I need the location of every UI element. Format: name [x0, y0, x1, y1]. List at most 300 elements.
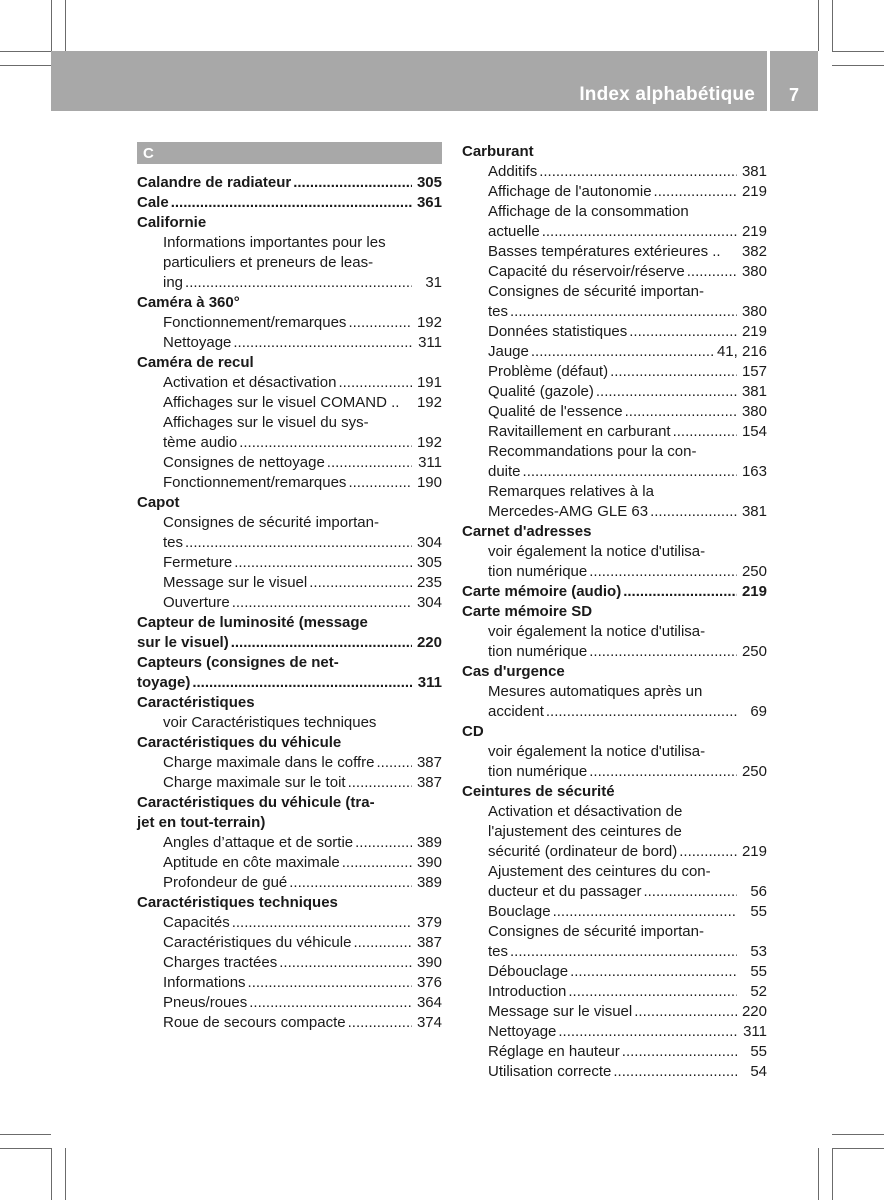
entry-text: ducteur et du passager: [488, 883, 642, 900]
index-heading: [137, 793, 442, 833]
page-reference: 389: [416, 874, 442, 891]
index-column-right: [462, 142, 767, 1082]
index-entry-line: [163, 593, 442, 613]
page-reference: 219: [741, 183, 767, 200]
entry-text: tème audio: [163, 434, 238, 451]
entry-text: Caméra de recul: [137, 354, 254, 371]
index-entry-line: [137, 173, 442, 193]
dot-leader: [510, 942, 737, 962]
page-reference: 219: [741, 843, 767, 860]
index-entry-line: [163, 773, 442, 793]
dot-leader: [348, 1013, 412, 1033]
index-subentry: [137, 513, 442, 553]
entry-text: Additifs: [488, 163, 538, 180]
index-subentry: [137, 593, 442, 613]
index-subentry: [137, 753, 442, 773]
dot-leader: [687, 262, 737, 282]
page-reference: 387: [416, 934, 442, 951]
index-entry-line: [163, 273, 442, 293]
entry-text: Calandre de radiateur: [137, 174, 292, 191]
index-entry-line: [488, 382, 767, 402]
page-reference: 192: [416, 394, 442, 411]
page-reference: 382: [741, 243, 767, 260]
entry-text: Caractéristiques: [137, 694, 255, 711]
index-subentry: [462, 1062, 767, 1082]
index-heading: [462, 582, 767, 602]
index-entry-line: [488, 642, 767, 662]
dot-leader: [568, 982, 737, 1002]
index-subentry: [462, 422, 767, 442]
index-entry-line: [488, 222, 767, 242]
dot-leader: [355, 833, 412, 853]
entry-text: Jauge: [488, 343, 529, 360]
dot-leader: [546, 702, 737, 722]
crop-mark: [832, 0, 833, 51]
page-reference: 54: [750, 1063, 767, 1080]
index-entry-line: [488, 242, 767, 262]
index-subentry: [137, 473, 442, 493]
index-subentry: [137, 573, 442, 593]
page-reference: 219: [741, 583, 767, 600]
crop-mark: [0, 65, 51, 66]
index-entry-line: [488, 1022, 767, 1042]
dot-leader: [293, 173, 412, 193]
index-entries-right: [462, 142, 767, 1082]
dot-leader: [622, 1042, 737, 1062]
index-heading: [462, 722, 767, 742]
entry-text: Capot: [137, 494, 180, 511]
entry-text: Roue de secours compacte: [163, 1014, 346, 1031]
dot-leader: [613, 1062, 737, 1082]
dot-leader: [233, 333, 412, 353]
dot-leader: [348, 773, 412, 793]
dot-leader: [239, 433, 412, 453]
index-entry-line: [488, 182, 767, 202]
entry-text: voir également la notice d'utilisa-: [488, 743, 706, 760]
index-subentry: [462, 902, 767, 922]
entry-text: Débouclage: [488, 963, 569, 980]
crop-mark: [832, 1134, 884, 1135]
page-title: Index alphabétique: [579, 84, 755, 105]
entry-text: Problème (défaut): [488, 363, 609, 380]
page-reference: 304: [416, 594, 442, 611]
index-subentry: [137, 953, 442, 973]
entry-text: toyage): [137, 674, 191, 691]
page-reference: 361: [416, 194, 442, 211]
entry-text: Réglage en hauteur: [488, 1043, 620, 1060]
entry-text: Ceintures de sécurité: [462, 783, 615, 800]
entry-text: Carte mémoire SD: [462, 603, 593, 620]
entry-text: Consignes de sécurité importan-: [488, 283, 704, 300]
crop-mark: [65, 0, 66, 51]
page-number-box: [770, 51, 818, 111]
entry-text: Fonctionnement/remarques: [163, 314, 347, 331]
page-reference: 250: [741, 563, 767, 580]
index-subentry: [137, 973, 442, 993]
dot-leader: [248, 973, 412, 993]
index-subentry: [137, 313, 442, 333]
dot-leader: [570, 962, 737, 982]
entry-text: tes: [163, 534, 184, 551]
index-entry-line: [163, 753, 442, 773]
entry-text: Caractéristiques du véhicule: [163, 934, 352, 951]
index-entry-line: [488, 702, 767, 722]
entry-text: jet en tout-terrain): [137, 814, 266, 831]
dot-leader: [232, 913, 412, 933]
page-reference: 69: [750, 703, 767, 720]
index-entry-line: [488, 882, 767, 902]
index-heading: [462, 142, 767, 162]
dot-leader: [650, 502, 737, 522]
index-subentry: [462, 682, 767, 722]
index-entry-line: [488, 362, 767, 382]
entry-text: Nettoyage: [163, 334, 232, 351]
page-reference: 220: [741, 1003, 767, 1020]
index-subentry: [462, 482, 767, 522]
entry-text: Caméra à 360°: [137, 294, 240, 311]
index-subentry: [462, 742, 767, 782]
page-reference: 163: [741, 463, 767, 480]
dot-leader: [553, 902, 737, 922]
dot-leader: [589, 762, 737, 782]
crop-mark: [832, 1148, 833, 1200]
index-entry-line: [488, 422, 767, 442]
index-entry-line: [488, 942, 767, 962]
index-subentry: [137, 773, 442, 793]
entry-text: Ajustement des ceintures du con-: [488, 863, 711, 880]
entry-text: Recommandations pour la con-: [488, 443, 697, 460]
entry-text: Fermeture: [163, 554, 233, 571]
crop-mark: [818, 1148, 819, 1200]
index-subentry: [137, 713, 442, 733]
page-reference: 387: [416, 754, 442, 771]
index-heading: [137, 193, 442, 213]
page-reference: 154: [741, 423, 767, 440]
index-entry-line: [488, 762, 767, 782]
dot-leader: [531, 342, 713, 362]
entry-text: Pneus/roues: [163, 994, 248, 1011]
index-entry-line: [163, 833, 442, 853]
index-entry-line: [163, 953, 442, 973]
dot-leader: [348, 313, 412, 333]
entry-text: actuelle: [488, 223, 540, 240]
entry-text: Ouverture: [163, 594, 230, 611]
index-heading: [137, 893, 442, 913]
entry-text: Consignes de nettoyage: [163, 454, 325, 471]
index-heading: [137, 173, 442, 193]
dot-leader: [596, 382, 737, 402]
page-reference: 219: [741, 323, 767, 340]
entry-text: duite: [488, 463, 521, 480]
entry-text: voir également la notice d'utilisa-: [488, 623, 706, 640]
entry-text: Caractéristiques techniques: [137, 894, 338, 911]
entry-text: Informations: [163, 974, 246, 991]
entry-text: Aptitude en côte maximale: [163, 854, 340, 871]
index-column-left: [137, 142, 442, 1033]
crop-mark: [51, 0, 52, 51]
entry-text: Charges tractées: [163, 954, 278, 971]
index-subentry: [137, 933, 442, 953]
entry-text: Activation et désactivation de: [488, 803, 683, 820]
page-reference: 55: [750, 903, 767, 920]
index-entry-line: [163, 573, 442, 593]
index-subentry: [462, 442, 767, 482]
entry-text: ing: [163, 274, 184, 291]
crop-mark: [0, 1148, 51, 1149]
index-subentry: [462, 622, 767, 662]
dot-leader: [231, 633, 412, 653]
entry-text: Consignes de sécurité importan-: [163, 514, 379, 531]
index-entry-line: [163, 533, 442, 553]
dot-leader: [539, 162, 737, 182]
entry-text: tes: [488, 303, 509, 320]
entry-text: accident: [488, 703, 544, 720]
index-subentry: [137, 453, 442, 473]
index-entry-line: [488, 502, 767, 522]
page-reference: 390: [416, 954, 442, 971]
page-reference: 192: [416, 434, 442, 451]
crop-mark: [0, 1134, 51, 1135]
index-entry-line: [488, 962, 767, 982]
index-subentry: [462, 382, 767, 402]
page-reference: 219: [741, 223, 767, 240]
dot-leader: [625, 402, 737, 422]
page-reference: 305: [416, 554, 442, 571]
entry-text: l'ajustement des ceintures de: [488, 823, 682, 840]
index-subentry: [462, 1022, 767, 1042]
entry-text: Qualité (gazole): [488, 383, 594, 400]
page-reference: 192: [416, 314, 442, 331]
dot-leader: [342, 853, 412, 873]
entry-text: Qualité de l'essence: [488, 403, 623, 420]
index-subentry: [137, 873, 442, 893]
dot-leader: [327, 453, 412, 473]
index-heading: [462, 602, 767, 622]
entry-text: Carte mémoire (audio): [462, 583, 622, 600]
index-subentry: [462, 982, 767, 1002]
entry-text: sécurité (ordinateur de bord): [488, 843, 678, 860]
page-reference: 364: [416, 994, 442, 1011]
index-subentry: [462, 182, 767, 202]
index-subentry: [137, 553, 442, 573]
page-reference: 220: [416, 634, 442, 651]
page-reference: 380: [741, 303, 767, 320]
dot-leader: [192, 673, 412, 693]
page-reference: 250: [741, 763, 767, 780]
dot-leader: [279, 953, 412, 973]
page-reference: 374: [416, 1014, 442, 1031]
crop-mark: [832, 51, 884, 52]
entry-text: tes: [488, 943, 509, 960]
entry-text: Capacités: [163, 914, 230, 931]
page-number: 7: [788, 85, 799, 105]
entry-text: Capteurs (consignes de net-: [137, 654, 339, 671]
entry-text: Message sur le visuel: [163, 574, 308, 591]
index-subentry: [137, 833, 442, 853]
crop-mark: [51, 1148, 52, 1200]
index-subentry: [137, 913, 442, 933]
index-entry-line: [163, 873, 442, 893]
index-entry-line: [488, 462, 767, 482]
dot-leader: [589, 562, 737, 582]
dot-leader: [623, 582, 737, 602]
page-reference: 235: [416, 574, 442, 591]
dot-leader: [654, 182, 737, 202]
index-subentry: [462, 262, 767, 282]
entry-text: Capteur de luminosité (message: [137, 614, 368, 631]
index-heading: [137, 293, 442, 313]
index-heading: [462, 662, 767, 682]
entry-text: sur le visuel): [137, 634, 229, 651]
index-entry-line: [488, 562, 767, 582]
entry-text: Cale: [137, 194, 169, 211]
index-heading: [462, 782, 767, 802]
entry-text: tion numérique: [488, 643, 588, 660]
crop-mark: [65, 1148, 66, 1200]
index-subentry: [462, 362, 767, 382]
entry-text: CD: [462, 723, 484, 740]
dot-leader: [634, 1002, 737, 1022]
entry-text: Mercedes-AMG GLE 63: [488, 503, 649, 520]
dot-leader: [234, 553, 412, 573]
entry-text: Consignes de sécurité importan-: [488, 923, 704, 940]
entry-text: Remarques relatives à la: [488, 483, 654, 500]
index-entry-line: [163, 333, 442, 353]
page-reference: 380: [741, 403, 767, 420]
index-entry-line: [163, 973, 442, 993]
index-subentry: [462, 1042, 767, 1062]
index-entry-line: [488, 162, 767, 182]
page-reference: 52: [750, 983, 767, 1000]
index-entry-line: [163, 1013, 442, 1033]
page-reference: 304: [416, 534, 442, 551]
index-entry-line: [163, 913, 442, 933]
entry-text: Affichages sur le visuel du sys-: [163, 414, 369, 431]
index-entry-line: [488, 1062, 767, 1082]
index-entry-line: [462, 582, 767, 602]
dot-leader: [249, 993, 412, 1013]
page-reference: 157: [741, 363, 767, 380]
entry-text: Charge maximale sur le toit: [163, 774, 346, 791]
entry-text: Fonctionnement/remarques: [163, 474, 347, 491]
index-subentry: [137, 393, 442, 413]
crop-mark: [0, 51, 51, 52]
entry-text: Caractéristiques du véhicule (tra-: [137, 794, 375, 811]
dot-leader: [679, 842, 737, 862]
page-reference: 381: [741, 383, 767, 400]
header-bar: [51, 51, 767, 111]
index-entry-line: [488, 322, 767, 342]
dot-leader: [558, 1022, 737, 1042]
index-entry-line: [488, 1002, 767, 1022]
entry-text: Angles d’attaque et de sortie: [163, 834, 354, 851]
page-reference: 55: [750, 963, 767, 980]
index-subentry: [462, 402, 767, 422]
page-reference: 311: [417, 674, 442, 691]
index-entry-line: [488, 902, 767, 922]
index-entry-line: [137, 193, 442, 213]
entry-text: Charge maximale dans le coffre: [163, 754, 375, 771]
index-subentry: [462, 862, 767, 902]
dot-leader: [629, 322, 737, 342]
dot-leader: [348, 473, 412, 493]
page-reference: 55: [750, 1043, 767, 1060]
dot-leader: [542, 222, 737, 242]
entry-text: Cas d'urgence: [462, 663, 565, 680]
index-entry-line: [163, 373, 442, 393]
entry-text: Mesures automatiques après un: [488, 683, 703, 700]
index-subentry: [137, 413, 442, 453]
index-entry-line: [488, 982, 767, 1002]
page-reference: 381: [741, 163, 767, 180]
entry-text: Ravitaillement en carburant: [488, 423, 671, 440]
dot-leader: [185, 273, 412, 293]
index-entry-line: [488, 402, 767, 422]
entry-text: Californie: [137, 214, 207, 231]
page-reference: 191: [416, 374, 442, 391]
index-heading: [137, 493, 442, 513]
index-subentry: [462, 282, 767, 322]
dot-leader: [353, 933, 412, 953]
index-subentry: [462, 802, 767, 862]
page-reference: 387: [416, 774, 442, 791]
index-subentry: [462, 162, 767, 182]
index-subentry: [462, 242, 767, 262]
crop-mark: [818, 0, 819, 51]
index-subentry: [137, 1013, 442, 1033]
index-entry-line: [488, 1042, 767, 1062]
entry-text: voir également la notice d'utilisa-: [488, 543, 706, 560]
dot-leader: [510, 302, 737, 322]
index-entry-line: [488, 842, 767, 862]
dot-leader: [610, 362, 737, 382]
index-heading: [462, 522, 767, 542]
page-reference: 190: [416, 474, 442, 491]
page-reference: 380: [741, 263, 767, 280]
index-entry-line: [163, 993, 442, 1013]
entry-text: Nettoyage: [488, 1023, 557, 1040]
entry-text: Carburant: [462, 143, 534, 160]
index-heading: [137, 733, 442, 753]
dot-leader: [643, 882, 737, 902]
page-reference: 389: [416, 834, 442, 851]
crop-mark: [832, 1148, 884, 1149]
entry-text: Affichages sur le visuel COMAND ..: [163, 394, 400, 411]
page-reference: 250: [741, 643, 767, 660]
index-subentry: [462, 342, 767, 362]
crop-mark: [832, 65, 884, 66]
index-heading: [137, 353, 442, 373]
entry-text: Caractéristiques du véhicule: [137, 734, 342, 751]
index-subentry: [137, 233, 442, 293]
entry-text: Carnet d'adresses: [462, 523, 592, 540]
page-reference: 390: [416, 854, 442, 871]
entry-text: Données statistiques: [488, 323, 628, 340]
index-entry-line: [163, 393, 442, 413]
index-heading: [137, 693, 442, 713]
entry-text: Capacité du réservoir/réserve: [488, 263, 685, 280]
dot-leader: [589, 642, 737, 662]
page-reference: 305: [416, 174, 442, 191]
entry-text: voir Caractéristiques techniques: [163, 714, 377, 731]
index-subentry: [462, 202, 767, 242]
index-heading: [137, 213, 442, 233]
page-reference: 31: [425, 274, 442, 291]
index-subentry: [462, 962, 767, 982]
index-entry-line: [488, 342, 767, 362]
entry-text: Affichage de l'autonomie: [488, 183, 652, 200]
entry-text: Informations importantes pour les: [163, 234, 386, 251]
